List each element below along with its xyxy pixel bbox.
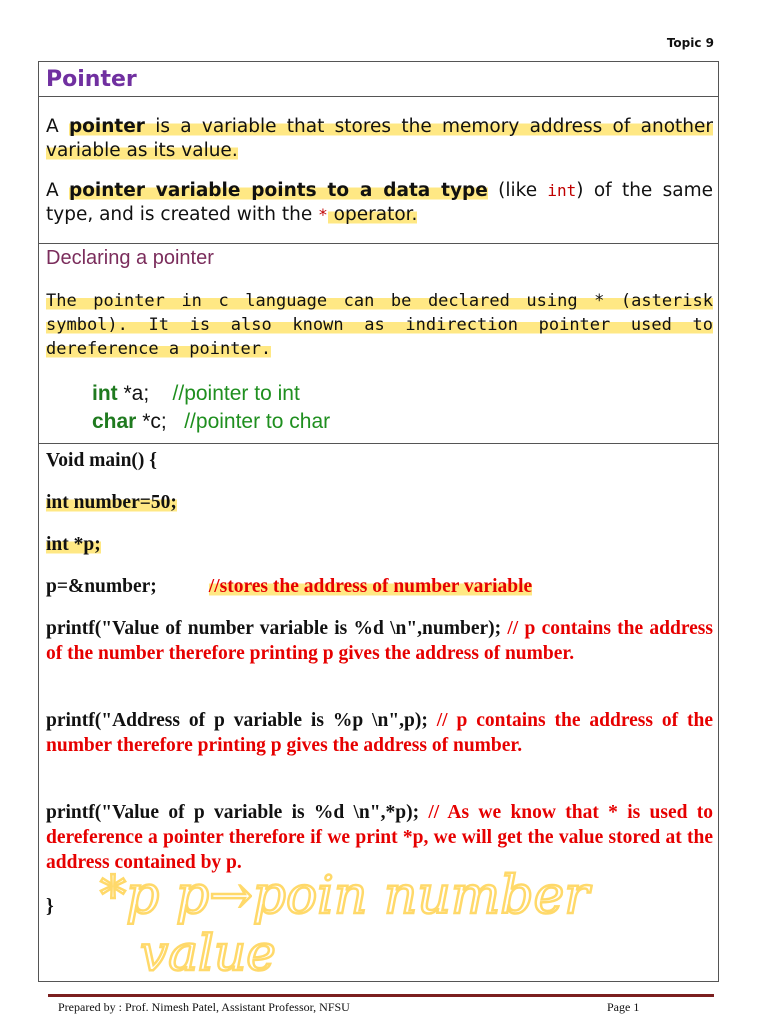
page-title: Pointer	[46, 67, 137, 92]
decl-code-c: *c;	[136, 410, 167, 433]
title-row	[39, 62, 718, 97]
handwriting-line-2: value	[140, 924, 276, 978]
intro-p2-pre: A	[46, 180, 69, 201]
intro-paragraph-1	[46, 115, 713, 163]
printf3-comment: // As we know that * is used to dereference a pointer therefore if we print *p, we will get the value stored at the address contained by p.	[46, 802, 713, 873]
assign-text: p=&number;	[46, 576, 157, 597]
code-close: }	[46, 896, 54, 917]
intro-p2-bold: pointer variable points to a data type	[68, 180, 488, 201]
intro-p1-pre: A	[46, 116, 69, 137]
printf2-text: printf("Address of p variable is %p \n",p);	[46, 710, 428, 731]
code-decl-number	[46, 490, 713, 515]
printf1-text: printf("Value of number variable is %d \n",number);	[46, 618, 502, 639]
page-number: Page 1	[607, 1000, 640, 1014]
footer-prepared-by: Prepared by : Prof. Nimesh Patel, Assistant Professor, NFSU	[58, 1000, 350, 1014]
footer-divider	[48, 994, 714, 997]
handwritten-annotation	[95, 858, 635, 978]
decl-line-int	[92, 382, 300, 406]
intro-paragraph-2	[46, 179, 713, 227]
code-int: int	[547, 181, 577, 200]
kw-char: char	[92, 410, 137, 433]
code-main: Void main() {	[46, 450, 157, 471]
decl-number-text: int number=50;	[46, 492, 177, 513]
declaring-section	[39, 244, 718, 444]
assign-comment: //stores the address of number variable	[208, 576, 533, 597]
code-printf-2	[46, 708, 713, 758]
code-printf-1	[46, 616, 713, 666]
decl-code-a: *a;	[117, 382, 150, 405]
kw-int: int	[92, 382, 118, 405]
printf2-comment: // p contains the address of the number therefore printing p gives the address of number.	[46, 710, 713, 756]
intro-section	[39, 97, 718, 244]
intro-p2-mid: (like	[487, 180, 548, 201]
intro-p2-end: operator.	[327, 204, 418, 225]
intro-p2-mid2: ) of the same type, and is created with the	[46, 180, 713, 225]
comment-int: //pointer to int	[172, 382, 300, 405]
declaring-paragraph	[46, 289, 713, 361]
handwriting-line-1: *p p→poin number	[100, 866, 590, 926]
intro-p1-bold: pointer	[68, 116, 145, 137]
code-star: *	[318, 205, 328, 224]
declaring-text: The pointer in c language can be declared using * (asterisk symbol). It is also known as indirection pointer used to dereference a pointer.	[46, 291, 713, 359]
comment-char: //pointer to char	[184, 410, 331, 433]
intro-p1-rest: is a variable that stores the memory address of another variable as its value.	[46, 116, 713, 161]
code-assign	[46, 574, 713, 599]
section-heading: Declaring a pointer	[46, 247, 214, 269]
topic-label: Topic 9	[666, 36, 714, 50]
decl-line-char	[92, 410, 330, 434]
printf3-text: printf("Value of p variable is %d \n",*p);	[46, 802, 420, 823]
decl-p-text: int *p;	[46, 534, 101, 555]
code-decl-p	[46, 532, 713, 557]
content-frame	[38, 61, 719, 982]
printf1-comment: // p contains the address of the number therefore printing p gives the address of number.	[46, 618, 713, 664]
